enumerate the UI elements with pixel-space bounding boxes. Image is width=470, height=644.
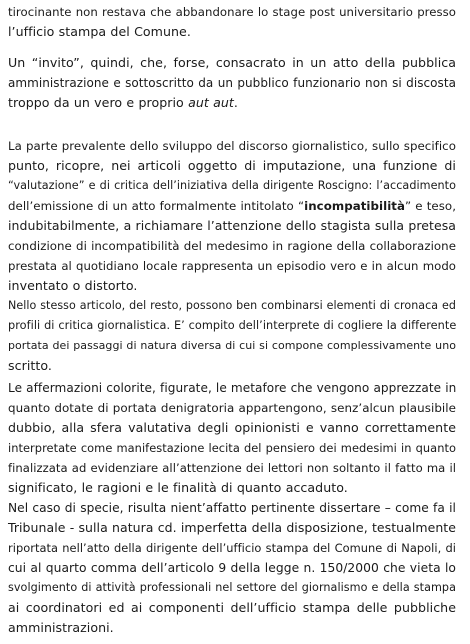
text-line: cui al quarto comma dell’articolo 9 della legge n. 150/2000 che vieta lo (8, 561, 456, 575)
text-line: punto, ricopre, nei articoli oggetto di imputazione, una funzione di (8, 158, 456, 173)
text-line: Nel caso di specie, risulta nient’affatto pertinente dissertare – come fa il (8, 501, 456, 515)
text-run: ” e teso, (405, 199, 456, 213)
text-line: finalizzata ad evidenziare all’attenzione dei lettori non soltanto il fatto ma il (8, 461, 456, 475)
text-line: prestata al quotidiano locale rappresenta un episodio vero e in alcun modo (8, 259, 456, 273)
text-line: tirocinante non restava che abbandonare lo stage post universitario presso (8, 5, 456, 19)
text-run: . (233, 95, 238, 110)
emphasis-text: aut aut (188, 95, 234, 110)
text-line: amministrazione e sottoscritto da un pubblico funzionario non si discosta (8, 76, 456, 90)
text-line (8, 93, 456, 113)
text-line: Le affermazioni colorite, figurate, le metafore che vengono apprezzate in (8, 381, 457, 395)
text-line (8, 196, 456, 216)
text-line: l’ufficio stampa del Comune. (8, 24, 191, 39)
bold-text: incompatibilità (304, 199, 405, 213)
text-line: scritto. (8, 358, 52, 373)
text-line: indubitabilmente, a richiamare l’attenzione dello stagista sulla pretesa (8, 218, 456, 233)
text-line: svolgimento di attività professionali nel settore del giornalismo e della stampa (8, 581, 456, 594)
text-line: dubbio, alla sfera valutativa degli opinionisti e vanno correttamente (8, 420, 456, 435)
text-line: interpretate come manifestazione lecita del pensiero dei medesimi in quanto (8, 441, 456, 455)
text-line: quanto dotate di portata denigratoria appartengono, senz’alcun plausibile (8, 401, 456, 415)
text-run: dell’emissione di un atto formalmente intitolato “ (8, 199, 305, 213)
text-line: riportata nell’atto della dirigente dell’ufficio stampa del Comune di Napoli, di (8, 541, 456, 555)
text-line: Nello stesso articolo, del resto, possono ben combinarsi elementi di cronaca ed (8, 299, 456, 312)
text-line: inventato o distorto. (8, 278, 138, 293)
text-line: amministrazioni. (8, 620, 114, 635)
text-line: condizione di incompatibilità del medesimo in ragione della collaborazione (8, 239, 456, 253)
text-line: La parte prevalente dello sviluppo del discorso giornalistico, sullo specifico (8, 139, 456, 153)
text-line: Tribunale - sulla natura cd. imperfetta della disposizione, testualmente (8, 520, 456, 535)
text-line: ai coordinatori ed ai componenti dell’ufficio stampa delle pubbliche (8, 600, 456, 615)
text-line: significato, le ragioni e le finalità di quanto accaduto. (8, 480, 348, 495)
text-line: portata dei passaggi di natura diversa di cui si compone complessivamente uno (8, 339, 456, 352)
text-run: troppo da un vero e proprio (8, 95, 189, 110)
text-line: “valutazione” e di critica dell’iniziativa della dirigente Roscigno: l’accadimento (8, 179, 456, 192)
text-line: Un “invito”, quindi, che, forse, consacrato in un atto della pubblica (8, 55, 456, 70)
text-line: profili di critica giornalistica. E’ compito dell’interprete di cogliere la differente (8, 319, 457, 332)
